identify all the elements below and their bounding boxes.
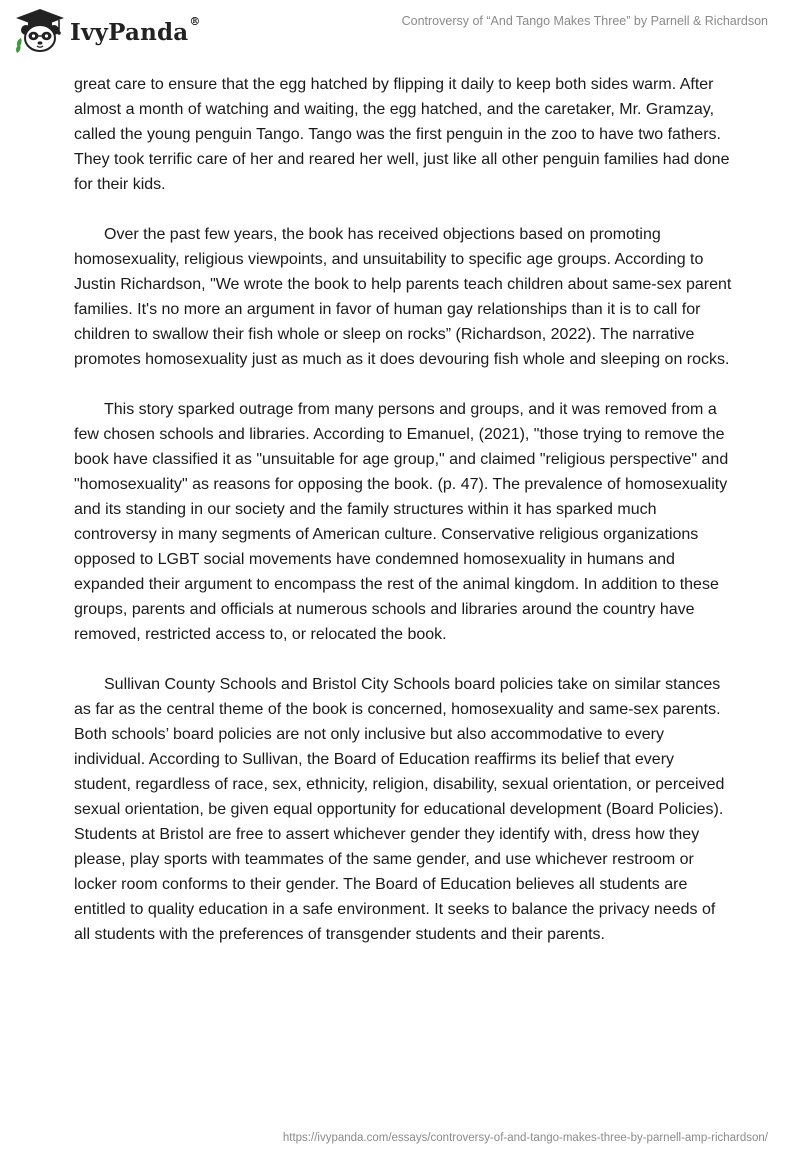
ivypanda-logo[interactable] [14, 8, 201, 54]
brand-name-text: IvyPanda [70, 18, 189, 46]
paragraph-3: This story sparked outrage from many persons and groups, and it was removed from a few chosen schools and libraries. According to Emanuel, (2021), "those trying to remove the book have classified it as "unsuitable for age group," and claimed "religious perspective" and "homosexuality" as reasons for opposing the book. (p. 47). The prevalence of homosexuality and its standing in our society and the family structures within it has sparked much controversy in many segments of American culture. Conservative religious organizations opposed to LGBT social movements have condemned homosexuality in humans and expanded their argument to encompass the rest of the animal kingdom. In addition to these groups, parents and officials at numerous schools and libraries around the country have removed, restricted access to, or relocated the book. [74, 401, 729, 643]
panda-graduate-icon [14, 8, 66, 54]
registered-mark: ® [189, 14, 201, 28]
brand-name [70, 14, 201, 46]
paragraph-2: Over the past few years, the book has received objections based on promoting homosexuality, religious viewpoints, and unsuitability to specific age groups. According to Justin Richardson, "We wrote the book to help parents teach children about same-sex parent families. It's no more an argument in favor of human gay relationships than it is to call for children to swallow their fish whole or sleep on rocks” (Richardson, 2022). The narrative promotes homosexuality just as much as it does devouring fish whole and sleeping on rocks. [74, 226, 732, 368]
paragraph-1: great care to ensure that the egg hatched by flipping it daily to keep both sides warm. After almost a month of watching and waiting, the egg hatched, and the caretaker, Mr. Gramzay, called the young penguin Tango. Tango was the first penguin in the zoo to have two fathers. They took terrific care of her and reared her well, just like all other penguin families had done for their kids. [74, 76, 730, 193]
page-header [0, 0, 800, 66]
document-title: Controversy of “And Tango Makes Three” by Parnell & Richardson [401, 14, 768, 28]
source-url[interactable]: https://ivypanda.com/essays/controversy-of-and-tango-makes-three-by-parnell-amp-richardson/ [282, 1132, 768, 1144]
paragraph-4: Sullivan County Schools and Bristol City Schools board policies take on similar stances as far as the central theme of the book is concerned, homosexuality and same-sex parents. Both schools’ board policies are not only inclusive but also accommodative to every individual. According to Sullivan, the Board of Education reaffirms its belief that every student, regardless of race, sex, ethnicity, religion, disability, sexual orientation, or perceived sexual orientation, be given equal opportunity for educational development (Board Policies). Students at Bristol are free to assert whichever gender they identify with, dress how they please, play sports with teammates of the same gender, and use whichever restroom or locker room conforms to their gender. The Board of Education believes all students are entitled to quality education in a safe environment. It seeks to balance the privacy needs of all students with the preferences of transgender students and their parents. [74, 676, 725, 943]
essay-body [74, 72, 734, 972]
